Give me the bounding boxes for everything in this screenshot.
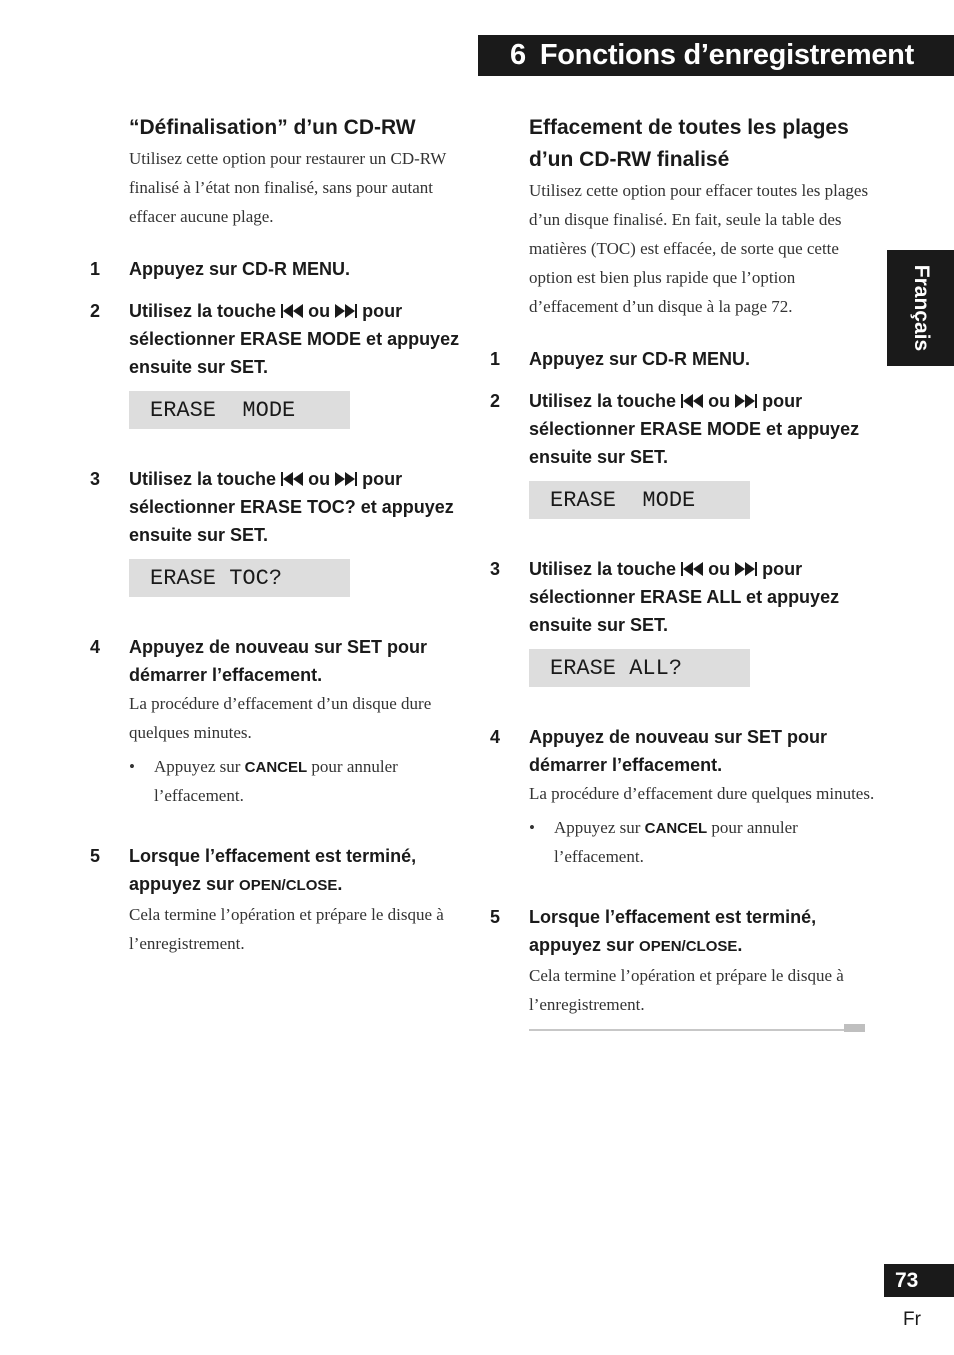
bullet-text: pour annuler l’effacement. — [554, 818, 798, 866]
lcd-display: ERASE ALL? — [529, 649, 750, 687]
left-column — [90, 112, 475, 972]
bullet-dot: • — [129, 757, 135, 776]
step-4 — [90, 633, 475, 828]
step-2 — [490, 387, 875, 541]
button-name: CANCEL — [244, 759, 308, 776]
step-text-part: pour sélectionner ERASE MODE et appuyez ensuite sur SET. — [129, 301, 460, 377]
step-text-part: ou — [308, 301, 331, 321]
step-number: 3 — [490, 559, 501, 579]
chapter-number: 6 — [510, 39, 526, 71]
step-text: Appuyez sur CD-R MENU. — [529, 349, 751, 369]
bullet-item — [129, 753, 475, 810]
step-text — [129, 297, 475, 381]
step-text-part: Lorsque l’effacement est terminé, appuyez sur — [129, 846, 417, 894]
lcd-display: ERASE MODE — [129, 391, 350, 429]
step-text-part: Lorsque l’effacement est terminé, appuyez sur — [529, 907, 817, 955]
button-name: OPEN/CLOSE — [239, 877, 338, 894]
step-text — [129, 465, 475, 549]
step-number: 5 — [90, 846, 101, 866]
step-description: La procédure d’effacement d’un disque dure quelques minutes. — [129, 694, 432, 742]
step-number: 2 — [490, 391, 501, 411]
lcd-display: ERASE MODE — [529, 481, 750, 519]
step-3 — [90, 465, 475, 619]
step-description: La procédure d’effacement dure quelques minutes. — [529, 784, 875, 803]
step-text: Lorsque l’effacement est terminé, appuyez sur OPEN/CLOSE. — [529, 907, 817, 955]
step-number: 4 — [490, 727, 501, 747]
step-text: Appuyez de nouveau sur SET pour démarrer l’effacement. — [129, 637, 428, 685]
step-text-part: Utilisez la touche — [129, 469, 277, 489]
step-4 — [490, 723, 875, 889]
step-1 — [490, 345, 875, 373]
page-language: Fr — [903, 1309, 921, 1330]
step-number: 4 — [90, 637, 101, 657]
skip-back-icon — [681, 387, 703, 415]
skip-back-icon — [681, 555, 703, 583]
step-number: 1 — [490, 349, 501, 369]
step-text-part: pour sélectionner ERASE MODE et appuyez ensuite sur SET. — [529, 391, 860, 467]
page-number: 73 — [884, 1264, 954, 1297]
skip-back-icon — [281, 297, 303, 325]
step-text-part: Utilisez la touche — [529, 559, 677, 579]
step-text-part: ou — [708, 391, 731, 411]
step-text: Lorsque l’effacement est terminé, appuyez sur OPEN/CLOSE. — [129, 846, 417, 894]
step-5 — [90, 842, 475, 958]
divider-line — [529, 1029, 865, 1031]
section-intro: Utilisez cette option pour restaurer un CD-RW finalisé à l’état non finalisé, sans pour autant effacer aucune plage. — [129, 149, 446, 226]
step-text: Appuyez de nouveau sur SET pour démarrer l’effacement. — [529, 727, 828, 775]
step-number: 3 — [90, 469, 101, 489]
skip-forward-icon — [335, 465, 357, 493]
step-text — [529, 555, 875, 639]
section-heading: “Définalisation” d’un CD-RW — [129, 116, 416, 139]
skip-forward-icon — [335, 297, 357, 325]
step-text-part: pour sélectionner ERASE TOC? et appuyez ensuite sur SET. — [129, 469, 454, 545]
step-number: 5 — [490, 907, 501, 927]
bullet-dot: • — [529, 818, 535, 837]
step-text-part: ou — [708, 559, 731, 579]
language-tab — [887, 250, 954, 366]
step-5 — [490, 903, 875, 1019]
skip-forward-icon — [735, 555, 757, 583]
step-2 — [90, 297, 475, 451]
step-text-part: Utilisez la touche — [129, 301, 277, 321]
step-text-part: pour sélectionner ERASE ALL et appuyez ensuite sur SET. — [529, 559, 840, 635]
section-heading: Effacement de toutes les plages d’un CD-RW finalisé — [529, 116, 849, 171]
right-column — [490, 112, 875, 1033]
step-description: Cela termine l’opération et prépare le disque à l’enregistrement. — [129, 905, 444, 953]
end-mark — [844, 1024, 865, 1032]
language-tab-label: Français — [909, 264, 933, 352]
bullet-item — [529, 814, 875, 871]
step-number: 2 — [90, 301, 101, 321]
lcd-display: ERASE TOC? — [129, 559, 350, 597]
step-number: 1 — [90, 259, 101, 279]
section-end-rule — [529, 1028, 865, 1032]
step-text-part: Utilisez la touche — [529, 391, 677, 411]
step-description: Cela termine l’opération et prépare le disque à l’enregistrement. — [529, 966, 844, 1014]
step-text-part: ou — [308, 469, 331, 489]
skip-back-icon — [281, 465, 303, 493]
step-3 — [490, 555, 875, 709]
section-intro: Utilisez cette option pour effacer toutes les plages d’un disque finalisé. En fait, seule la table des matières (TOC) est effacée, de sorte que cette option est bien plus rapide que l’option d’effacement d’un disque à la page 72. — [529, 181, 869, 316]
chapter-header — [478, 35, 954, 76]
step-text — [529, 387, 875, 471]
bullet-text: Appuyez sur — [554, 818, 641, 837]
step-text: Appuyez sur CD-R MENU. — [129, 259, 351, 279]
skip-forward-icon — [735, 387, 757, 415]
bullet-text: Appuyez sur — [154, 757, 241, 776]
button-name: OPEN/CLOSE — [639, 938, 738, 955]
chapter-title: Fonctions d’enregistrement — [539, 39, 914, 71]
step-1 — [90, 255, 475, 283]
bullet-text: pour annuler l’effacement. — [154, 757, 398, 805]
button-name: CANCEL — [644, 820, 708, 837]
